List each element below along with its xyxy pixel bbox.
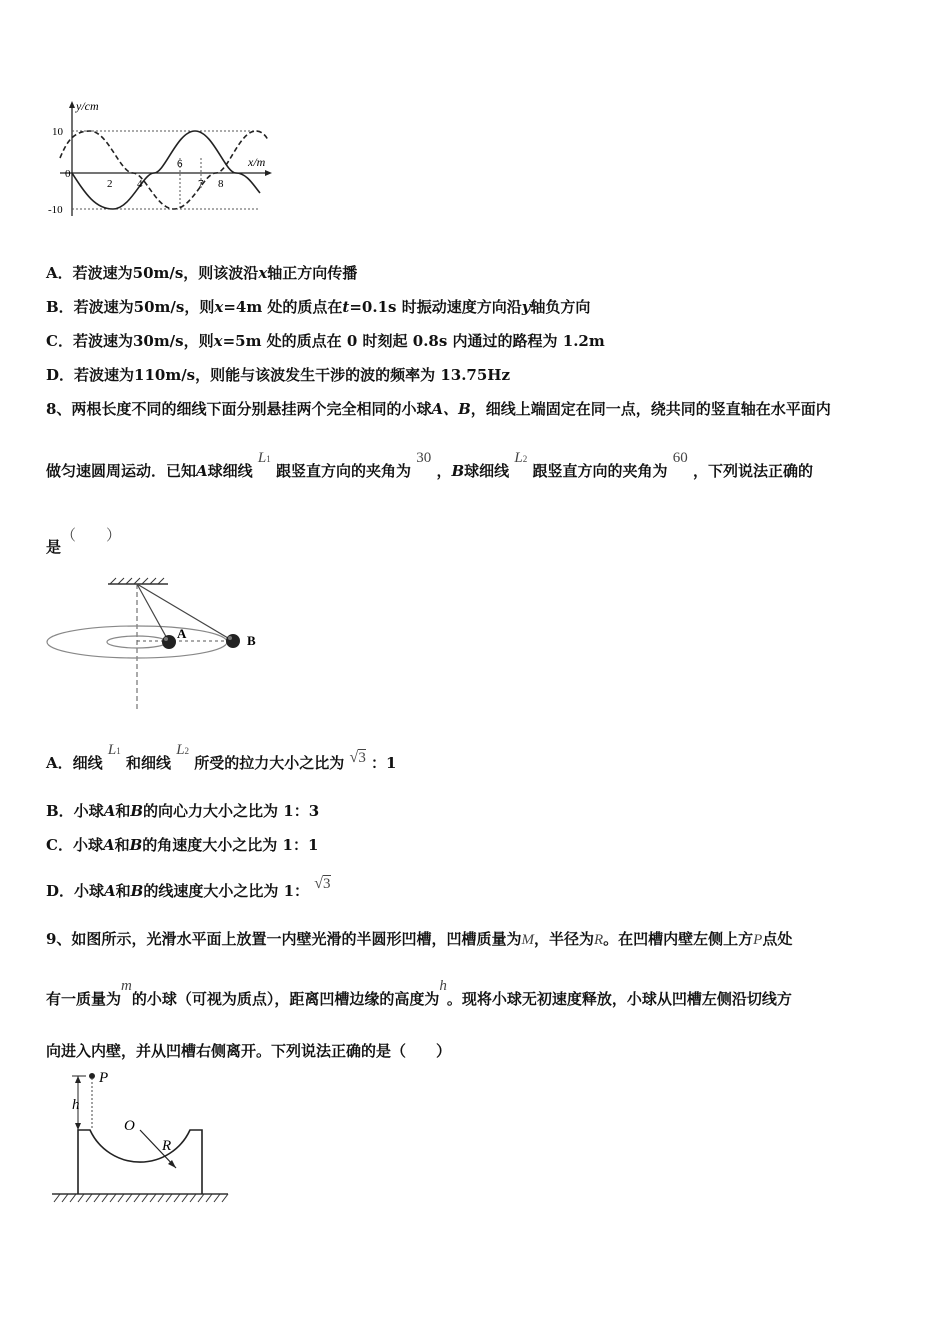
ball-b <box>226 634 240 648</box>
wave-solid <box>72 131 260 209</box>
x-tick-7: 7 <box>198 178 204 190</box>
q8-stem-line-2: 做匀速圆周运动．已知A球细线 L1 跟竖直方向的夹角为 30 ，B球细线 L2 跟竖直方向的夹角为 60 ，下列说法正确的 <box>46 450 813 480</box>
ball-a <box>162 635 176 649</box>
groove-figure <box>48 1066 238 1208</box>
sqrt-3: √3 <box>314 875 331 892</box>
label-r: R <box>162 1138 172 1154</box>
angle-30: 30 <box>416 450 432 466</box>
label-a: A <box>177 626 187 641</box>
q9-stem-line-2: 有一质量为m的小球（可视为质点），距离凹槽边缘的高度为h。现将小球无初速度释放，小球从凹槽左侧沿切线方 <box>46 978 792 1008</box>
answer-paren: （ ） <box>61 528 122 544</box>
x-tick-8: 8 <box>218 178 224 190</box>
conical-pendulum-figure <box>40 572 280 712</box>
q8-stem-line-3: 是（ ） <box>46 528 122 556</box>
label-h: h <box>72 1097 80 1113</box>
q8-option-c[interactable]: C．小球A和B的角速度大小之比为 1：1 <box>46 836 319 854</box>
x-tick-6: 6 <box>177 158 183 170</box>
q8-option-d[interactable]: D．小球A和B的线速度大小之比为 1： √3 <box>46 875 331 900</box>
l2-symbol: L2 <box>514 450 528 466</box>
wave-dashed <box>60 131 268 209</box>
x-tick-2: 2 <box>107 178 113 190</box>
q8-option-b[interactable]: B．小球A和B的向心力大小之比为 1：3 <box>46 802 320 820</box>
label-p: P <box>99 1070 109 1086</box>
label-o: O <box>124 1118 135 1134</box>
angle-60: 60 <box>672 450 688 466</box>
y-tick-minus-10: -10 <box>48 204 63 216</box>
q8-stem-line-1: 8、两根长度不同的细线下面分别悬挂两个完全相同的小球A、B，细线上端固定在同一点，绕共同的竖直轴在水平面内 <box>46 400 831 418</box>
q8-option-a[interactable]: A．细线 L1 和细线 L2 所受的拉力大小之比为 √3 ：1 <box>46 742 397 772</box>
groove-body <box>78 1130 202 1194</box>
q7-option-d[interactable]: D．若波速为110m/s，则能与该波发生干涉的波的频率为 13.75Hz <box>46 366 510 384</box>
l1-symbol: L1 <box>107 742 121 758</box>
l2-symbol: L2 <box>176 742 190 758</box>
l1-symbol: L1 <box>257 450 271 466</box>
x-axis-label: x/m <box>248 155 266 169</box>
x-tick-4: 4 <box>137 178 143 190</box>
q7-option-b[interactable]: B．若波速为50m/s，则x=4m 处的质点在t=0.1s 时振动速度方向沿y轴负方向 <box>46 298 591 316</box>
q7-option-a[interactable]: A．若波速为50m/s，则该波沿x轴正方向传播 <box>46 264 358 282</box>
x-tick-0: 0 <box>65 168 71 180</box>
sqrt-3: √3 <box>349 749 366 766</box>
string-l1 <box>137 584 169 642</box>
y-tick-10: 10 <box>52 126 63 138</box>
q7-option-c[interactable]: C．若波速为30m/s，则x=5m 处的质点在 0 时刻起 0.8s 内通过的路程为 1.2m <box>46 332 605 350</box>
q9-stem-line-1: 9、如图所示，光滑水平面上放置一内壁光滑的半圆形凹槽，凹槽质量为M，半径为R。在凹槽内壁左侧上方P点处 <box>46 930 793 948</box>
q9-stem-line-3: 向进入内壁，并从凹槽右侧离开。下列说法正确的是（ ） <box>46 1042 452 1060</box>
label-b: B <box>247 633 256 648</box>
wave-graph <box>40 98 280 223</box>
y-axis-label: y/cm <box>76 99 99 113</box>
